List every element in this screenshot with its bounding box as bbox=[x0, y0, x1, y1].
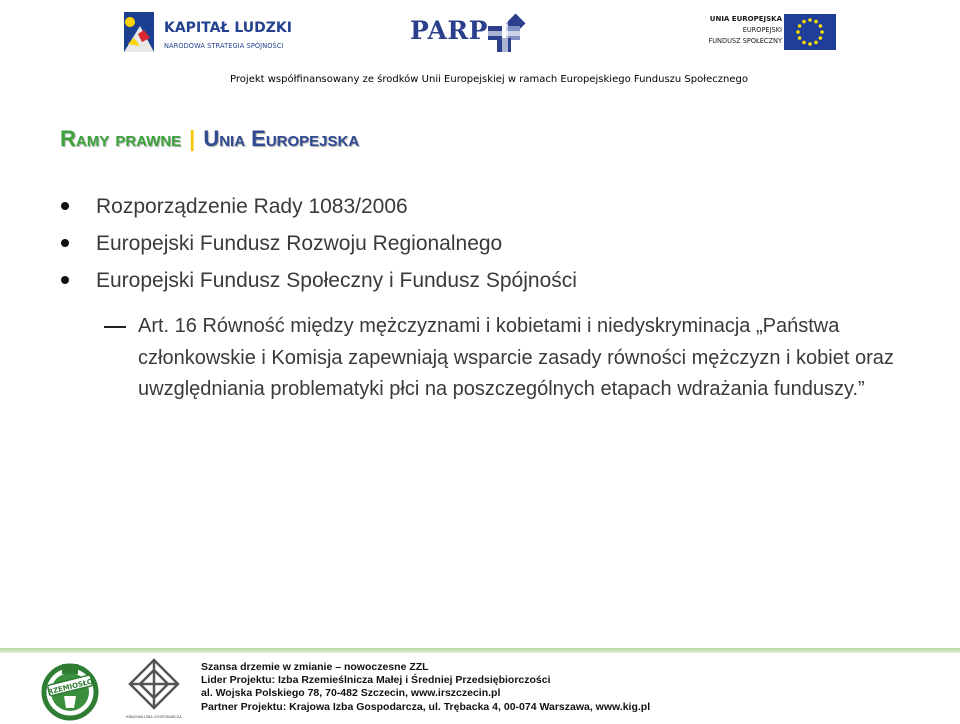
kapital-ludzki-emblem-icon bbox=[118, 8, 160, 56]
eu-line-1: UNIA EUROPEJSKA bbox=[709, 15, 782, 23]
parp-logo bbox=[408, 10, 538, 58]
footer-line: Partner Projektu: Krajowa Izba Gospodarcza, ul. Trębacka 4, 00-074 Warszawa, www.kig.pl bbox=[201, 700, 651, 713]
bullet-dot-icon bbox=[61, 239, 69, 247]
slide-title bbox=[60, 126, 359, 152]
bullet-text: Europejski Fundusz Rozwoju Regionalnego bbox=[96, 232, 503, 255]
dash-bullet-icon bbox=[104, 326, 126, 328]
kapital-ludzki-logo bbox=[118, 8, 298, 56]
rzemioslo-logo-icon bbox=[34, 658, 106, 722]
kig-logo-icon bbox=[122, 656, 186, 720]
footer-divider bbox=[0, 648, 960, 653]
eu-line-2: EUROPEJSKI bbox=[742, 26, 782, 34]
bullet-text: Europejski Fundusz Społeczny i Fundusz Spójności bbox=[96, 269, 577, 292]
header bbox=[0, 0, 960, 100]
title-part-2: Unia Europejska bbox=[203, 126, 360, 151]
eu-logo-text bbox=[708, 14, 782, 47]
footer-line: Lider Projektu: Izba Rzemieślnicza Małej i Średniej Przedsiębiorczości bbox=[201, 674, 551, 687]
bullet-dot-icon bbox=[61, 276, 69, 284]
bullet-item bbox=[60, 266, 940, 303]
sub-bullet-item bbox=[104, 311, 934, 406]
bullet-item bbox=[60, 229, 940, 266]
parp-wordmark: PARP bbox=[410, 16, 488, 45]
rzemioslo-logo-text: RZEMIOSŁO bbox=[47, 677, 94, 697]
title-separator: | bbox=[189, 126, 196, 151]
parp-emblem-icon bbox=[484, 12, 530, 56]
kapital-ludzki-title: KAPITAŁ LUDZKI bbox=[164, 20, 292, 36]
footer-project-info bbox=[201, 661, 650, 714]
eu-logo bbox=[700, 10, 850, 54]
bullet-list bbox=[60, 192, 940, 303]
footer-line: Szansa drzemie w zmianie – nowoczesne ZZL bbox=[201, 661, 429, 673]
title-part-1: Ramy prawne bbox=[60, 126, 182, 151]
eu-flag-icon bbox=[784, 14, 836, 50]
bullet-item bbox=[60, 192, 940, 229]
sub-bullet-text: Art. 16 Równość między mężczyznami i kobietami i niedyskryminacja „Państwa członkowskie i Komisja zapewniają wsparcie zasady równości mężczyzn i kobiet oraz uwzględniania problematyki płci na poszczególnych etapach wdrażania funduszy.” bbox=[138, 315, 894, 400]
kig-caption: KRAJOWA IZBA GOSPODARCZA bbox=[126, 715, 182, 719]
eu-line-3: FUNDUSZ SPOŁECZNY bbox=[708, 37, 782, 45]
footer-logos bbox=[34, 658, 194, 722]
footer-line: al. Wojska Polskiego 78, 70-482 Szczecin, www.irszczecin.pl bbox=[201, 687, 501, 700]
bullet-dot-icon bbox=[61, 202, 69, 210]
kapital-ludzki-subtitle: NARODOWA STRATEGIA SPÓJNOŚCI bbox=[164, 42, 284, 50]
cofinancing-note: Projekt współfinansowany ze środków Unii Europejskiej w ramach Europejskiego Funduszu Społecznego bbox=[230, 74, 748, 85]
bullet-text: Rozporządzenie Rady 1083/2006 bbox=[96, 195, 408, 218]
